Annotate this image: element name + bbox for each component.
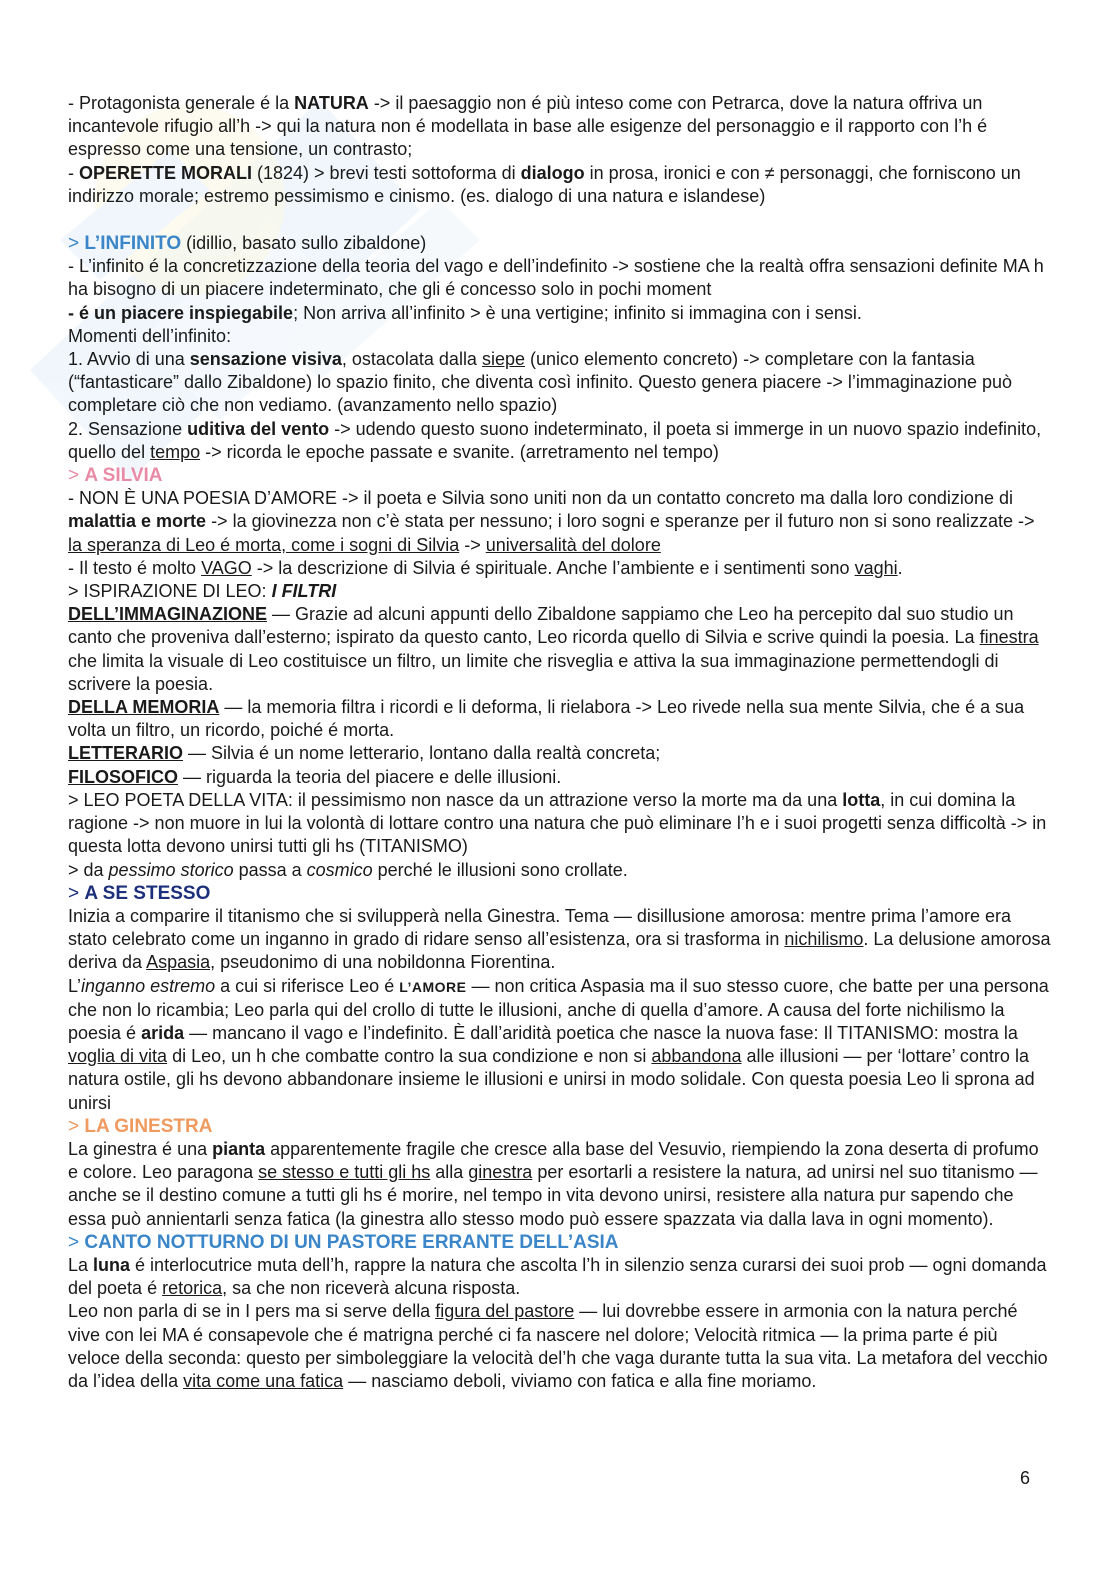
canto-heading xyxy=(68,1231,1052,1254)
silvia-paragraph-2: - Il testo é molto VAGO -> la descrizione di Silvia é spirituale. Anche l’ambiente e i sentimenti sono vaghi. xyxy=(68,557,903,578)
silvia-paragraph-6: LETTERARIO — Silvia é un nome letterario, lontano dalla realtà concreta; xyxy=(68,743,661,764)
ginestra-title: > LA GINESTRA xyxy=(68,1115,213,1137)
intro-operette-paragraph: - OPERETTE MORALI (1824) > brevi testi sottoforma di dialogo in prosa, ironici e con ≠ personaggi, che forniscono un indirizzo morale; estremo pessimismo e cinismo. (es. dialogo di una natura e islandese) xyxy=(68,162,1021,206)
ginestra-paragraph-1: La ginestra é una pianta apparentemente fragile che cresce alla base del Vesuvio, riempiendo la zona deserta di profumo e colore. Leo paragona se stesso e tutti gli hs alla ginestra per esortarli a resistere la natura, ad unirsi nel suo titanismo — anche se il destino comune a tutti gli hs é morire, nel tempo in vita devono unirsi, resistere alla natura pur sapendo che essa può annientarli senza fatica (la ginestra allo stesso modo può essere spazzata via dalla lava in ogni momento). xyxy=(68,1138,1039,1229)
infinito-title: > L’INFINITO xyxy=(68,233,182,255)
silvia-paragraph-1: - NON È UNA POESIA D’AMORE -> il poeta e Silvia sono uniti non da un contatto concreto ma dalla loro condizione di malattia e morte -> la giovinezza non c’è stata per nessuno; i loro sogni e speranze per il futuro non si sono realizzate -> la speranza di Leo é morta, come i sogni di Silvia -> universalità del dolore xyxy=(68,488,1035,555)
silvia-paragraph-9: > da pessimo storico passa a cosmico perché le illusioni sono crollate. xyxy=(68,859,628,880)
silvia-paragraph-5: DELLA MEMORIA — la memoria filtra i ricordi e li deforma, li rielabora -> Leo rivede nella sua mente Silvia, che é a sua volta un filtro, un ricordo, poiché é morta. xyxy=(68,697,1025,741)
infinito-paragraph-3: Momenti dell’infinito: xyxy=(68,325,232,346)
silvia-title: > A SILVIA xyxy=(68,465,163,487)
stesso-heading xyxy=(68,882,1052,905)
silvia-paragraph-4: DELL’IMMAGINAZIONE — Grazie ad alcuni appunti dello Zibaldone sappiamo che Leo ha percepito dal suo studio un canto che proveniva dall’esterno; ispirato da questo canto, Leo ricorda quello di Silvia e scrive quindi la poesia. La finestra che limita la visuale di Leo costituisce un filtro, un limite che risveglia e attiva la sua immaginazione permettendogli di scrivere la poesia. xyxy=(68,604,1039,694)
ginestra-heading xyxy=(68,1115,1052,1138)
infinito-paragraph-5: 2. Sensazione uditiva del vento -> udendo questo suono indeterminato, il poeta si immerge in un nuovo spazio indefinito, quello del tempo -> ricorda le epoche passate e svanite. (arretramento nel tempo) xyxy=(68,418,1042,462)
infinito-paragraph-2: - é un piacere inspiegabile; Non arriva all’infinito > è una vertigine; infinito si immagina con i sensi. xyxy=(68,302,862,323)
canto-title: > CANTO NOTTURNO DI UN PASTORE ERRANTE DELL’ASIA xyxy=(68,1231,619,1253)
infinito-heading: > L’INFINITO (idillio, basato sullo zibaldone) xyxy=(68,233,427,255)
silvia-heading xyxy=(68,464,1052,487)
silvia-paragraph-3: > ISPIRAZIONE DI LEO: I FILTRI xyxy=(68,581,337,602)
intro-natura-paragraph: - Protagonista generale é la NATURA -> il paesaggio non é più inteso come con Petrarca, dove la natura offriva un incantevole rifugio all’h -> qui la natura non é modellata in base alle esigenze del personaggio e il rapporto con l’h é espresso come una tensione, un contrasto; xyxy=(68,93,988,160)
canto-paragraph-1: La luna é interlocutrice muta dell’h, rappre la natura che ascolta l’h in silenzio senza curarsi dei suoi prob — ogni domanda del poeta é retorica, sa che non riceverà alcuna risposta. xyxy=(68,1254,1047,1299)
canto-paragraph-2: Leo non parla di se in I pers ma si serve della figura del pastore — lui dovrebbe essere in armonia con la natura perché vive con lei MA é consapevole che é matrigna perché ci fa nascere nel dolore; Velocità ritmica — la prima parte é più veloce della seconda: questo per simboleggiare la velocità del’h che vaga durante tutta la sua vita. La metafora del vecchio da l’idea della vita come una fatica — nasciamo deboli, viviamo con fatica e alla fine moriamo. xyxy=(68,1301,1048,1391)
infinito-paragraph-4: 1. Avvio di una sensazione visiva, ostacolata dalla siepe (unico elemento concreto) -> completare con la fantasia (“fantasticare” dallo Zibaldone) lo spazio finito, che diventa così infinito. Questo genera piacere -> l’immaginazione può completare ciò che non vediamo. (avanzamento nello spazio) xyxy=(68,349,1013,416)
stesso-paragraph-2: L’inganno estremo a cui si riferisce Leo é L’AMORE — non critica Aspasia ma il suo stesso cuore, che batte per una persona che non lo ricambia; Leo parla qui del crollo di tutte le illusioni, anche di quella d’amore. A causa del forte nichilismo la poesia é arida — mancano il vago e l’indefinito. È dall’aridità poetica che nasce la nuova fase: Il TITANISMO: mostra la voglia di vita di Leo, un h che combatte contro la sua condizione e non si abbandona alle illusioni — per ‘lottare’ contro la natura ostile, gli hs devono abbandonare insieme le illusioni e unirsi in modo solidale. Con questa poesia Leo li sprona ad unirsi xyxy=(68,975,1049,1113)
stesso-paragraph-1: Inizia a comparire il titanismo che si svilupperà nella Ginestra. Tema — disillusione amorosa: mentre prima l’amore era stato celebrato come un inganno in grado di ridare senso all’esistenza, ora si trasforma in nichilismo. La delusione amorosa deriva da Aspasia, pseudonimo di una nobildonna Fiorentina. xyxy=(68,905,1051,973)
silvia-paragraph-8: > LEO POETA DELLA VITA: il pessimismo non nasce da un attrazione verso la morte ma da una lotta, in cui domina la ragione -> non muore in lui la volontà di lottare contro una natura che può eliminare l’h e i suoi progetti senza difficoltà -> in questa lotta devono unirsi tutti gli hs (TITANISMO) xyxy=(68,789,1047,857)
document-page xyxy=(68,92,1052,1393)
silvia-paragraph-7: FILOSOFICO — riguarda la teoria del piacere e delle illusioni. xyxy=(68,766,562,787)
infinito-paragraph-1: - L’infinito é la concretizzazione della teoria del vago e dell’indefinito -> sostiene che la realtà offra sensazioni definite MA h ha bisogno di un piacere indeterminato, che gli é concesso solo in pochi moment xyxy=(68,256,1044,300)
stesso-title: > A SE STESSO xyxy=(68,882,211,904)
page-number: 6 xyxy=(1020,1468,1031,1488)
